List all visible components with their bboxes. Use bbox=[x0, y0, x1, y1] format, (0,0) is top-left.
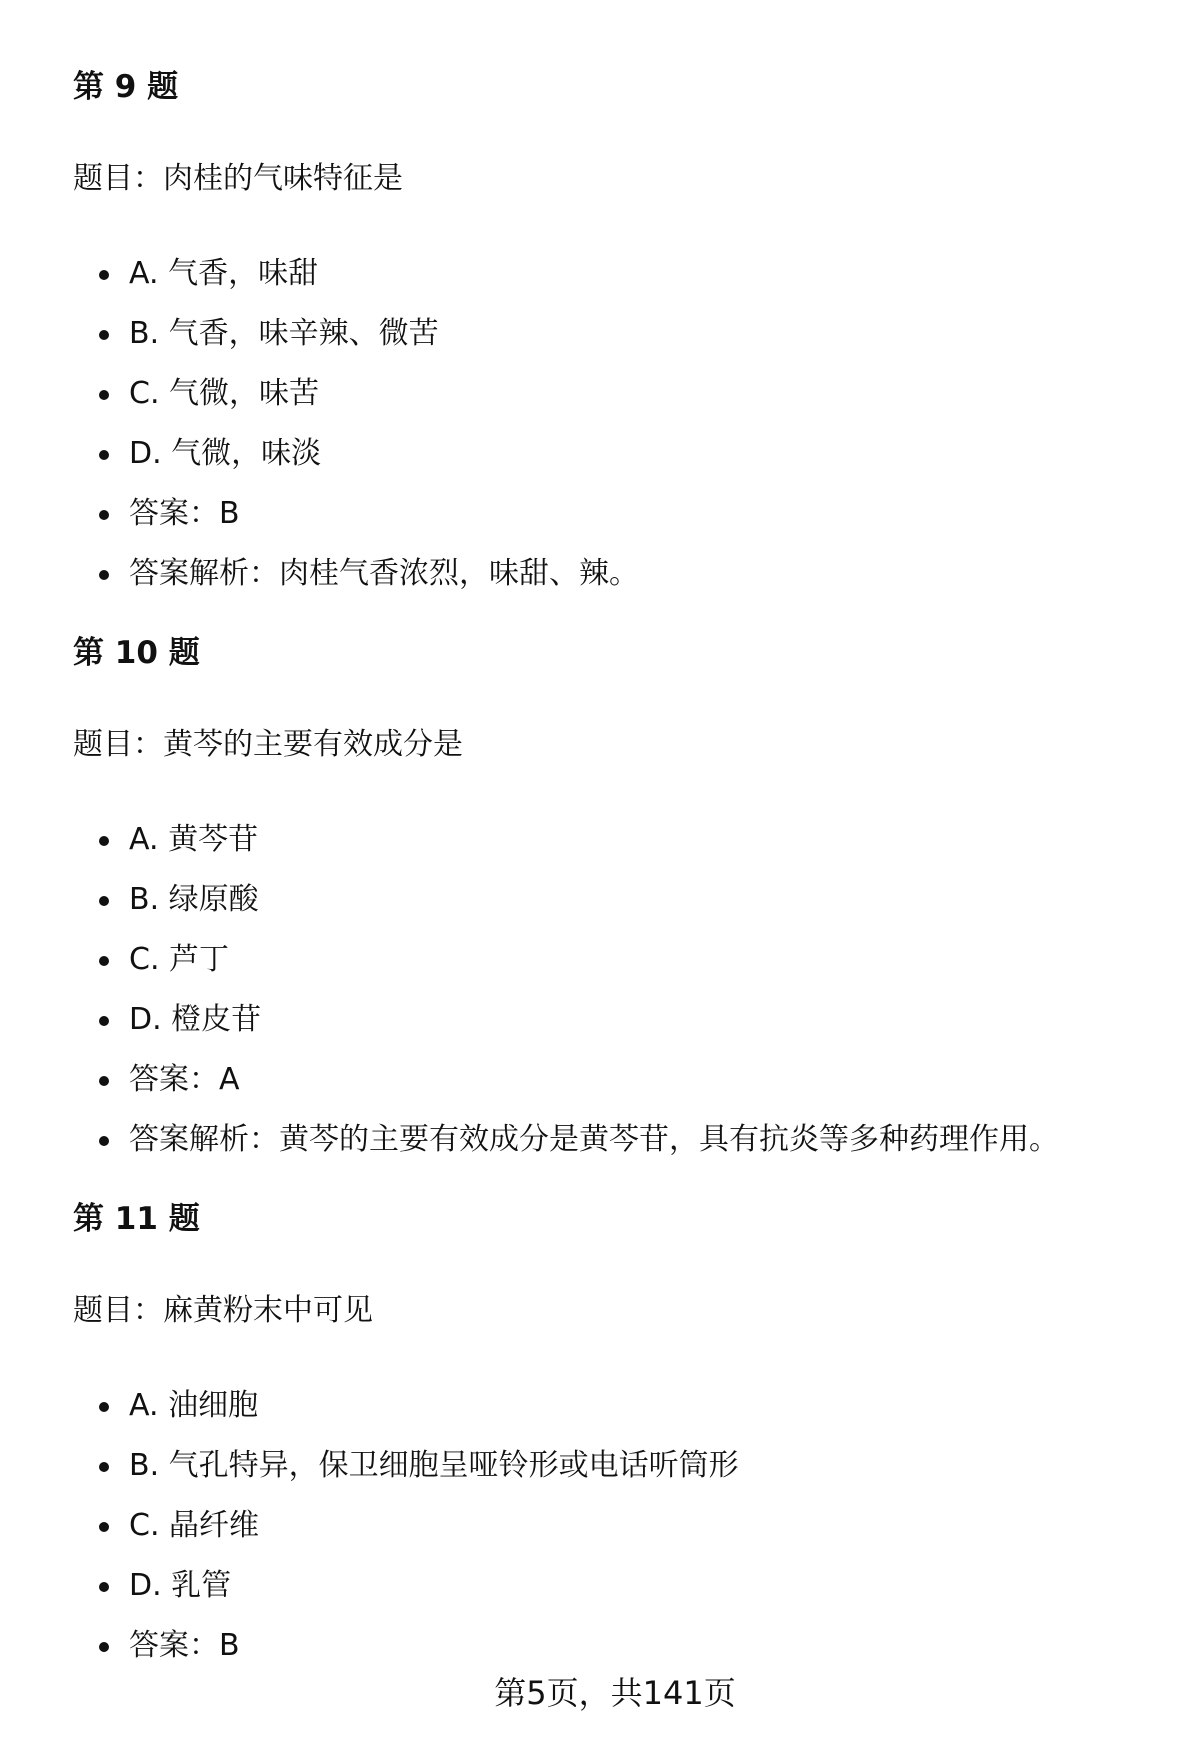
question-stem: 题目：麻黄粉末中可见 bbox=[73, 1293, 373, 1328]
bullet-icon bbox=[99, 1402, 109, 1412]
option-list bbox=[73, 244, 1133, 604]
answer-text: 答案：A bbox=[129, 1062, 240, 1097]
bullet-icon bbox=[99, 1076, 109, 1086]
question-heading: 第 9 题 bbox=[73, 69, 179, 105]
option-text: A. 气香，味甜 bbox=[129, 256, 319, 291]
question-stem: 题目：黄芩的主要有效成分是 bbox=[73, 727, 463, 762]
question-11 bbox=[73, 1194, 1133, 1676]
option-text: C. 芦丁 bbox=[129, 942, 230, 977]
question-heading: 第 10 题 bbox=[73, 635, 200, 671]
analysis-text: 答案解析：黄芩的主要有效成分是黄芩苷，具有抗炎等多种药理作用。 bbox=[129, 1122, 1059, 1157]
option-c bbox=[99, 364, 1133, 424]
option-text: D. 气微，味淡 bbox=[129, 436, 322, 471]
bullet-icon bbox=[99, 510, 109, 520]
bullet-icon bbox=[99, 270, 109, 280]
option-c bbox=[99, 930, 1133, 990]
option-text: A. 黄芩苷 bbox=[129, 822, 259, 857]
bullet-icon bbox=[99, 836, 109, 846]
option-list bbox=[73, 810, 1133, 1170]
bullet-icon bbox=[99, 330, 109, 340]
option-text: C. 晶纤维 bbox=[129, 1508, 260, 1543]
analysis-item bbox=[99, 1110, 1133, 1170]
option-d bbox=[99, 424, 1133, 484]
bullet-icon bbox=[99, 1462, 109, 1472]
bullet-icon bbox=[99, 1016, 109, 1026]
bullet-icon bbox=[99, 1136, 109, 1146]
bullet-icon bbox=[99, 390, 109, 400]
option-text: A. 油细胞 bbox=[129, 1388, 259, 1423]
option-d bbox=[99, 990, 1133, 1050]
bullet-icon bbox=[99, 956, 109, 966]
analysis-item bbox=[99, 544, 1133, 604]
option-d bbox=[99, 1556, 1133, 1616]
option-c bbox=[99, 1496, 1133, 1556]
bullet-icon bbox=[99, 896, 109, 906]
question-9 bbox=[73, 62, 1133, 604]
option-text: B. 气香，味辛辣、微苦 bbox=[129, 316, 439, 351]
answer-text: 答案：B bbox=[129, 496, 240, 531]
answer-item bbox=[99, 484, 1133, 544]
option-b bbox=[99, 870, 1133, 930]
option-text: D. 乳管 bbox=[129, 1568, 232, 1603]
bullet-icon bbox=[99, 450, 109, 460]
answer-item bbox=[99, 1616, 1133, 1676]
question-heading: 第 11 题 bbox=[73, 1201, 200, 1237]
option-text: D. 橙皮苷 bbox=[129, 1002, 262, 1037]
bullet-icon bbox=[99, 570, 109, 580]
question-stem: 题目：肉桂的气味特征是 bbox=[73, 161, 403, 196]
option-text: B. 绿原酸 bbox=[129, 882, 259, 917]
bullet-icon bbox=[99, 1522, 109, 1532]
option-a bbox=[99, 244, 1133, 304]
option-b bbox=[99, 304, 1133, 364]
option-text: B. 气孔特异，保卫细胞呈哑铃形或电话听筒形 bbox=[129, 1448, 739, 1483]
option-text: C. 气微，味苦 bbox=[129, 376, 320, 411]
option-a bbox=[99, 1376, 1133, 1436]
option-a bbox=[99, 810, 1133, 870]
answer-item bbox=[99, 1050, 1133, 1110]
bullet-icon bbox=[99, 1582, 109, 1592]
question-10 bbox=[73, 628, 1133, 1170]
option-b bbox=[99, 1436, 1133, 1496]
bullet-icon bbox=[99, 1642, 109, 1652]
option-list bbox=[73, 1376, 1133, 1676]
analysis-text: 答案解析：肉桂气香浓烈，味甜、辣。 bbox=[129, 556, 639, 591]
answer-text: 答案：B bbox=[129, 1628, 240, 1663]
page-number-footer: 第5页，共141页 bbox=[494, 1674, 736, 1712]
